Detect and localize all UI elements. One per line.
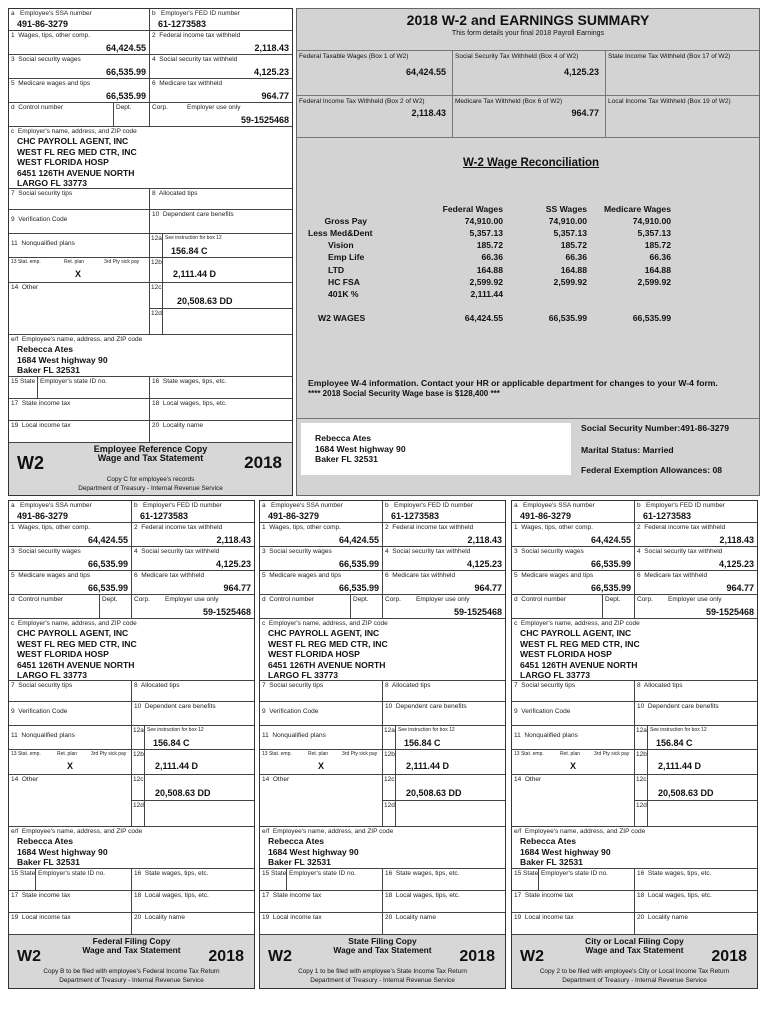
- employer-use-value: 59-1525468: [240, 115, 289, 125]
- employer-address: CHC PAYROLL AGENT, INC WEST FL REG MED CTR, INC WEST FLORIDA HOSP 6451 126TH AVENUE NORTH LARGO FL 33773: [17, 136, 137, 188]
- w2-state-copy: a Employee's SSA number 491-86-3279 b Employer's FED ID number 61-1273583 1 Wages, tips, other comp. 64,424.55 2 Federal income tax withheld 2,118.43 3 Social security wages 66,535.99 4 Social security tax withheld 4,125.23 5 Medicare wages and tips 66,535.99 6 Medicare tax withheld 964.77 d Control number Dept. Corp. Employer use only 59-1525468 c Employer's name, address, and ZIP code CHC PAYROLL AGENT, INC WEST FL REG MED CTR, INC WEST FLORIDA HOSP 6451 126TH AVENUE NORTH LARGO FL 33773 7 Social security tips 8 Allocated tips 9 Verification Code 10 Dependent care benefits 11 Nonqualified plans 12a See instruction for box 12 156.84 C 13 Stat. emp. Ret. plan 3rd Pty sick pay X 12b 2,111.44 D 14 Other 12c 20,508.63 DD 12d e/f Employee's name, address, and ZIP code Rebecca Ates 1684 West highway 90 Baker FL 32531 15 State Employer's state ID no. 16 State wages, tips, etc. 17 State income tax 18 Local wages, tips, etc. 19 Local income tax 20 Locality name W2 2018 State Filing Copy Wage and Tax Statement Copy 1 to be filed with employee's State Income Tax Return Department of Treasury - Internal Revenue Service: [259, 500, 506, 989]
- employer-use-value: 59-1525468: [453, 607, 502, 617]
- box6-medicare-tax: 964.77: [726, 583, 754, 593]
- box4-ss-tax: 4,125.23: [253, 67, 289, 77]
- summary-ssn: Social Security Number:491-86-3279: [581, 423, 730, 433]
- box2-fed-tax: 2,118.43: [467, 535, 502, 545]
- w2-wages-ss: 66,535.99: [548, 313, 587, 323]
- box3-ss-wages: 66,535.99: [590, 559, 631, 569]
- marital-status: Marital Status: Married: [581, 445, 674, 455]
- employer-address: CHC PAYROLL AGENT, INC WEST FL REG MED CTR, INC WEST FLORIDA HOSP 6451 126TH AVENUE NORTH LARGO FL 33773: [17, 628, 137, 680]
- header-federal-wages: Federal Wages: [442, 204, 503, 214]
- summary-fed-tax: 2,118.43: [411, 108, 446, 118]
- box12a-value: 156.84 C: [171, 246, 208, 256]
- w2-wages-medicare: 66,535.99: [632, 313, 671, 323]
- box3-ss-wages: 66,535.99: [87, 559, 128, 569]
- box5-medicare-wages: 66,535.99: [105, 91, 146, 101]
- box12a-value: 156.84 C: [656, 738, 693, 748]
- employer-fed-id: 61-1273583: [140, 511, 189, 521]
- exemption-allowances: Federal Exemption Allowances: 08: [581, 465, 723, 475]
- box1-wages: 64,424.55: [87, 535, 128, 545]
- box12c-value: 20,508.63 DD: [177, 296, 233, 306]
- retirement-plan-mark: X: [75, 269, 82, 279]
- employee-ssn: 491-86-3279: [520, 511, 572, 521]
- summary-medicare-tax: 964.77: [571, 108, 599, 118]
- copy-footer: W2 2018 Federal Filing Copy Wage and Tax Statement Copy B to be filed with employee's Federal Income Tax Return Department of Treasury - Internal Revenue Service: [9, 935, 254, 988]
- box6-medicare-tax: 964.77: [223, 583, 251, 593]
- employee-address: Rebecca Ates 1684 West highway 90 Baker FL 32531: [268, 836, 359, 867]
- copy-footer: W2 2018 Employee Reference Copy Wage and Tax Statement Copy C for employee's records Department of Treasury - Internal Revenue Service: [9, 443, 292, 495]
- employee-ssn: 491-86-3279: [268, 511, 320, 521]
- copy-footer: W2 2018 State Filing Copy Wage and Tax Statement Copy 1 to be filed with employee's State Income Tax Return Department of Treasury - Internal Revenue Service: [260, 935, 505, 988]
- box12a-value: 156.84 C: [153, 738, 190, 748]
- earnings-summary: 2018 W-2 and EARNINGS SUMMARY This form details your final 2018 Payroll Earnings Federal Taxable Wages (Box 1 of W2) 64,424.55 Social Security Tax Withheld (Box 4 of W2) 4,125.23 State Income Tax Withheld (Box 17 of W2) Federal Income Tax Withheld (Box 2 of W2) 2,118.43 Medicare Tax Withheld (Box 6 of W2) 964.77 Local Income Tax Withheld (Box 19 of W2) W-2 Wage Reconciliation Federal Wages SS Wages Medicare Wages Gross Pay 74,910.00 74,910.00 74,910.00 Less Med&Dent 5,357.13 5,357.13 5,357.13 Vision 185.72 185.72 185.72 Emp Life 66.36 66.36 66.36 LTD 164.88 164.88 164.88 HC FSA 2,599.92 2,599.92 2,599.92 401K % 2,111.44 W2 WAGES 64,424.55 66,535.99 66,535.99 Employee W-4 information. Contact your HR or applicable department for changes to your W-4 form. **** 2018 Social Security Wage base is $128,400 *** Rebecca Ates 1684 West highway 90 Baker FL 32531 Social Security Number:491-86-3279 Marital Status: Married Federal Exemption Allowances: 08: [296, 8, 760, 496]
- summary-subtitle: This form details your final 2018 Payroll Earnings: [451, 30, 605, 37]
- employee-ssn: 491-86-3279: [17, 19, 69, 29]
- employer-use-value: 59-1525468: [705, 607, 754, 617]
- employer-fed-id: 61-1273583: [643, 511, 692, 521]
- box2-fed-tax: 2,118.43: [254, 43, 289, 53]
- w2-reference-copy: a Employee's SSA number 491-86-3279 b Employer's FED ID number 61-1273583 1 Wages, tips, other comp. 64,424.55 2 Federal income tax withheld 2,118.43 3 Social security wages 66,535.99 4 Social security tax withheld 4,125.23 5 Medicare wages and tips 66,535.99 6 Medicare tax withheld 964.77 d Control number Dept. Corp. Employer use only 59-1525468 c Employer's name, address, and ZIP code CHC PAYROLL AGENT, INC WEST FL REG MED CTR, INC WEST FLORIDA HOSP 6451 126TH AVENUE NORTH LARGO FL 33773 7 Social security tips 8 Allocated tips 9 Verification Code 10 Dependent care benefits 11 Nonqualified plans 12a See instruction for box 12 156.84 C 13 Stat. emp. Ret. plan 3rd Pty sick pay X 12b 2,111.44 D 14 Other 12c 20,508.63 DD 12d e/f Employee's name, address, and ZIP code Rebecca Ates 1684 West highway 90 Baker FL 32531 15 State Employer's state ID no. 16 State wages, tips, etc. 17 State income tax 18 Local wages, tips, etc. 19 Local income tax 20 Locality name W2 2018 Employee Reference Copy Wage and Tax Statement Copy C for employee's records Department of Treasury - Internal Revenue Service: [8, 8, 293, 496]
- box12c-value: 20,508.63 DD: [155, 788, 211, 798]
- w2-wages-federal: 64,424.55: [464, 313, 503, 323]
- summary-fed-taxable-wages: 64,424.55: [405, 67, 446, 77]
- box4-ss-tax: 4,125.23: [215, 559, 251, 569]
- box1-wages: 64,424.55: [338, 535, 379, 545]
- box2-fed-tax: 2,118.43: [719, 535, 754, 545]
- employee-ssn: 491-86-3279: [17, 511, 69, 521]
- summary-title: 2018 W-2 and EARNINGS SUMMARY: [406, 12, 650, 28]
- employer-use-value: 59-1525468: [202, 607, 251, 617]
- retirement-plan-mark: X: [570, 761, 577, 771]
- employee-address: Rebecca Ates 1684 West highway 90 Baker FL 32531: [17, 836, 108, 867]
- w2-wages-label: W2 WAGES: [318, 313, 366, 323]
- box12c-value: 20,508.63 DD: [658, 788, 714, 798]
- box3-ss-wages: 66,535.99: [338, 559, 379, 569]
- employer-address: CHC PAYROLL AGENT, INC WEST FL REG MED CTR, INC WEST FLORIDA HOSP 6451 126TH AVENUE NORTH LARGO FL 33773: [520, 628, 640, 680]
- box5-medicare-wages: 66,535.99: [590, 583, 631, 593]
- box1-wages: 64,424.55: [105, 43, 146, 53]
- box5-medicare-wages: 66,535.99: [338, 583, 379, 593]
- box12b-value: 2,111.44 D: [406, 761, 450, 771]
- employee-address-box: Rebecca Ates 1684 West highway 90 Baker FL 32531: [301, 423, 571, 475]
- box12a-value: 156.84 C: [404, 738, 441, 748]
- box12c-value: 20,508.63 DD: [406, 788, 462, 798]
- employer-fed-id: 61-1273583: [158, 19, 207, 29]
- ss-base-note: **** 2018 Social Security Wage base is $128,400 ***: [308, 389, 500, 398]
- summary-ss-tax: 4,125.23: [563, 67, 599, 77]
- box6-medicare-tax: 964.77: [474, 583, 502, 593]
- employee-address: Rebecca Ates 1684 West highway 90 Baker FL 32531: [17, 344, 108, 375]
- employer-fed-id: 61-1273583: [391, 511, 440, 521]
- box1-wages: 64,424.55: [590, 535, 631, 545]
- header-ss-wages: SS Wages: [545, 204, 587, 214]
- box12b-value: 2,111.44 D: [155, 761, 199, 771]
- box5-medicare-wages: 66,535.99: [87, 583, 128, 593]
- header-medicare-wages: Medicare Wages: [603, 204, 671, 214]
- box4-ss-tax: 4,125.23: [718, 559, 754, 569]
- w4-note: Employee W-4 information. Contact your HR or applicable department for changes to your W-4 form.: [308, 378, 718, 388]
- w2-federal-copy: a Employee's SSA number 491-86-3279 b Employer's FED ID number 61-1273583 1 Wages, tips, other comp. 64,424.55 2 Federal income tax withheld 2,118.43 3 Social security wages 66,535.99 4 Social security tax withheld 4,125.23 5 Medicare wages and tips 66,535.99 6 Medicare tax withheld 964.77 d Control number Dept. Corp. Employer use only 59-1525468 c Employer's name, address, and ZIP code CHC PAYROLL AGENT, INC WEST FL REG MED CTR, INC WEST FLORIDA HOSP 6451 126TH AVENUE NORTH LARGO FL 33773 7 Social security tips 8 Allocated tips 9 Verification Code 10 Dependent care benefits 11 Nonqualified plans 12a See instruction for box 12 156.84 C 13 Stat. emp. Ret. plan 3rd Pty sick pay X 12b 2,111.44 D 14 Other 12c 20,508.63 DD 12d e/f Employee's name, address, and ZIP code Rebecca Ates 1684 West highway 90 Baker FL 32531 15 State Employer's state ID no. 16 State wages, tips, etc. 17 State income tax 18 Local wages, tips, etc. 19 Local income tax 20 Locality name W2 2018 Federal Filing Copy Wage and Tax Statement Copy B to be filed with employee's Federal Income Tax Return Department of Treasury - Internal Revenue Service: [8, 500, 255, 989]
- copy-footer: W2 2018 City or Local Filing Copy Wage and Tax Statement Copy 2 to be filed with employee's City or Local Income Tax Return Department of Treasury - Internal Revenue Service: [512, 935, 757, 988]
- box6-medicare-tax: 964.77: [261, 91, 289, 101]
- w2-local-copy: a Employee's SSA number 491-86-3279 b Employer's FED ID number 61-1273583 1 Wages, tips, other comp. 64,424.55 2 Federal income tax withheld 2,118.43 3 Social security wages 66,535.99 4 Social security tax withheld 4,125.23 5 Medicare wages and tips 66,535.99 6 Medicare tax withheld 964.77 d Control number Dept. Corp. Employer use only 59-1525468 c Employer's name, address, and ZIP code CHC PAYROLL AGENT, INC WEST FL REG MED CTR, INC WEST FLORIDA HOSP 6451 126TH AVENUE NORTH LARGO FL 33773 7 Social security tips 8 Allocated tips 9 Verification Code 10 Dependent care benefits 11 Nonqualified plans 12a See instruction for box 12 156.84 C 13 Stat. emp. Ret. plan 3rd Pty sick pay X 12b 2,111.44 D 14 Other 12c 20,508.63 DD 12d e/f Employee's name, address, and ZIP code Rebecca Ates 1684 West highway 90 Baker FL 32531 15 State Employer's state ID no. 16 State wages, tips, etc. 17 State income tax 18 Local wages, tips, etc. 19 Local income tax 20 Locality name W2 2018 City or Local Filing Copy Wage and Tax Statement Copy 2 to be filed with employee's City or Local Income Tax Return Department of Treasury - Internal Revenue Service: [511, 500, 758, 989]
- retirement-plan-mark: X: [318, 761, 325, 771]
- employer-address: CHC PAYROLL AGENT, INC WEST FL REG MED CTR, INC WEST FLORIDA HOSP 6451 126TH AVENUE NORTH LARGO FL 33773: [268, 628, 388, 680]
- retirement-plan-mark: X: [67, 761, 74, 771]
- box2-fed-tax: 2,118.43: [216, 535, 251, 545]
- reconciliation-title: W-2 Wage Reconciliation: [463, 157, 600, 169]
- box12b-value: 2,111.44 D: [173, 269, 217, 279]
- box4-ss-tax: 4,125.23: [466, 559, 502, 569]
- employee-address: Rebecca Ates 1684 West highway 90 Baker FL 32531: [520, 836, 611, 867]
- box12b-value: 2,111.44 D: [658, 761, 702, 771]
- box3-ss-wages: 66,535.99: [105, 67, 146, 77]
